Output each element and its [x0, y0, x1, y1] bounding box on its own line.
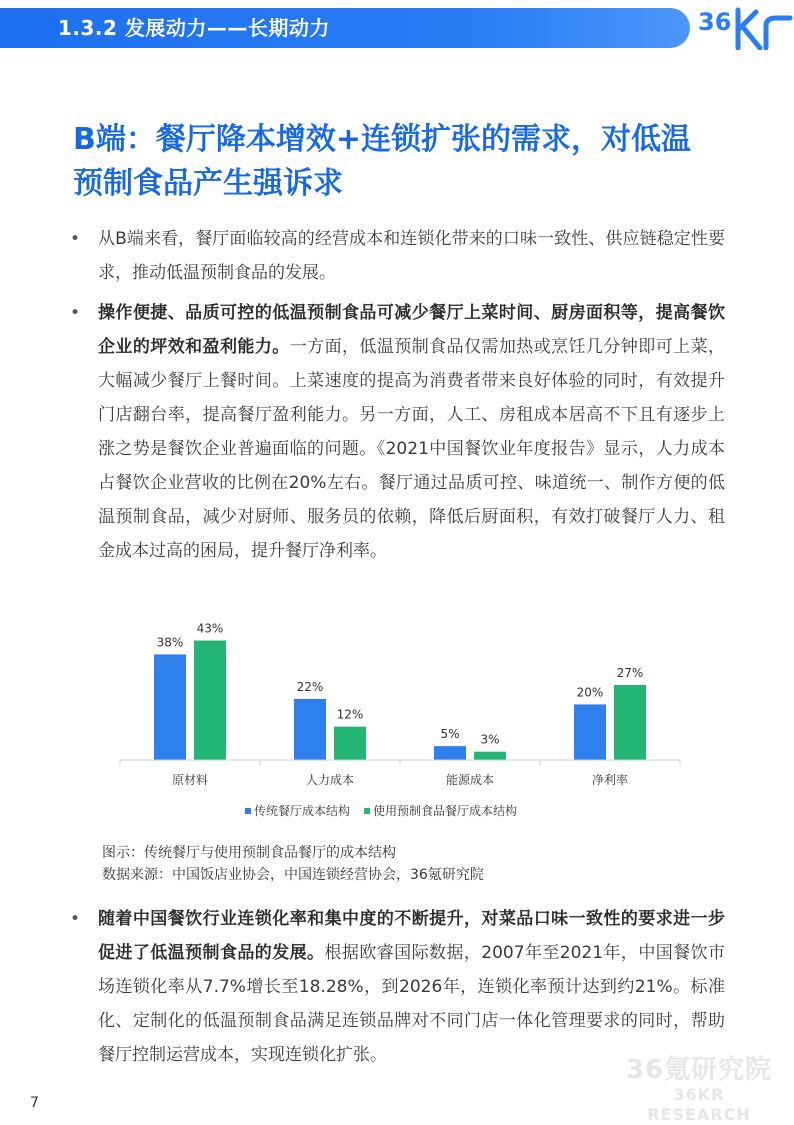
- legend-label-1: 传统餐厅成本结构: [254, 804, 351, 818]
- data-label-2-2: 12%: [336, 707, 364, 722]
- data-label-2-4: 27%: [616, 666, 644, 680]
- cost-structure-chart: [100, 600, 700, 840]
- legend-label-2: 使用预制食品餐厅成本结构: [373, 804, 518, 818]
- bullet-3: [70, 902, 725, 1072]
- bar-2-4: [614, 685, 646, 760]
- watermark-cn: 36氪研究院: [625, 1055, 773, 1085]
- page-title-line2: 预制食品产生强诉求: [73, 166, 343, 201]
- bullet-text: [98, 902, 725, 1072]
- watermark-en: 36KR RESEARCH: [647, 1085, 751, 1124]
- page-number: 7: [30, 1095, 39, 1111]
- data-label-1-2: 22%: [296, 679, 324, 694]
- logo-text-36: 36: [698, 8, 732, 36]
- section-title: 1.3.2 发展动力——长期动力: [58, 16, 330, 40]
- bullet-2: [70, 296, 725, 568]
- bullet-dot: •: [70, 303, 81, 323]
- legend-swatch-1: [245, 808, 251, 814]
- bullet-text: [98, 296, 725, 568]
- data-label-2-3: 3%: [480, 732, 500, 747]
- tick-label-3: 能源成本: [445, 773, 495, 787]
- chart-bars: [154, 622, 646, 760]
- bullet-dot: •: [70, 229, 81, 249]
- tick-label-1: 原材料: [171, 773, 209, 787]
- bullet-bold: 随着中国餐饮行业连锁化率和集中度的不断提升，对菜品口味一致性的要求进一步促进了低温预制食品的发展。: [98, 909, 725, 963]
- x-axis-ticks: [120, 760, 680, 787]
- source-caption: 数据来源：中国饭店业协会，中国连锁经营协会，36氪研究院: [102, 867, 484, 883]
- bar-1-3: [434, 746, 466, 760]
- legend-swatch-2: [364, 808, 370, 814]
- header: [0, 0, 794, 50]
- data-label-2-1: 43%: [196, 621, 224, 636]
- bar-1-1: [154, 654, 186, 760]
- bar-1-4: [574, 704, 606, 760]
- bar-2-2: [334, 727, 366, 760]
- bullet-body: 从B端来看，餐厅面临较高的经营成本和连锁化带来的口味一致性、供应链稳定性要求，推动低温预制食品的发展。: [98, 229, 725, 283]
- page-title: [73, 118, 743, 206]
- bullet-body: 一方面，低温预制食品仅需加热或烹饪几分钟即可上菜，大幅减少餐厅上餐时间。上菜速度的提高为消费者带来良好体验的同时，有效提升门店翻台率，提高餐厅盈利能力。另一方面，人工、房租成本居高不下且有逐步上涨之势是餐饮企业普遍面临的问题。《2021中国餐饮业年度报告》显示，人力成本占餐饮企业营收的比例在20%左右。餐厅通过品质可控、味道统一、制作方便的低温预制食品，减少对厨师、服务员的依赖，降低后厨面积，有效打破餐厅人力、租金成本过高的困局，提升餐厅净利率。: [98, 337, 726, 561]
- page-title-line1: B端：餐厅降本增效+连锁扩张的需求，对低温: [73, 122, 692, 157]
- data-label-1-3: 5%: [440, 727, 460, 742]
- data-label-1-4: 20%: [576, 685, 604, 700]
- bullet-body: 根据欧睿国际数据，2007年至2021年，中国餐饮市场连锁化率从7.7%增长至18.28%，到2026年，连锁化率预计达到约21%。标准化、定制化的低温预制食品满足连锁品牌对不同门店一体化管理要求的同时，帮助餐厅控制运营成本，实现连锁化扩张。: [98, 943, 726, 1065]
- bullet-dot: •: [70, 909, 81, 929]
- figure-caption: 图示：传统餐厅与使用预制食品餐厅的成本结构: [102, 845, 396, 861]
- bar-1-2: [294, 699, 326, 760]
- bar-2-3: [474, 752, 506, 760]
- data-label-1-1: 38%: [156, 635, 184, 650]
- 36kr-logo: [694, 0, 794, 50]
- tick-label-4: 净利率: [591, 773, 629, 787]
- chart-legend: [245, 803, 517, 818]
- bullet-1: [70, 222, 725, 290]
- tick-label-2: 人力成本: [305, 773, 355, 787]
- bar-2-1: [194, 641, 226, 760]
- watermark: [624, 1055, 774, 1125]
- bullet-bold: 操作便捷、品质可控的低温预制食品可减少餐厅上菜时间、厨房面积等，提高餐饮企业的坪效和盈利能力。: [98, 303, 725, 357]
- bullet-text: [98, 222, 725, 290]
